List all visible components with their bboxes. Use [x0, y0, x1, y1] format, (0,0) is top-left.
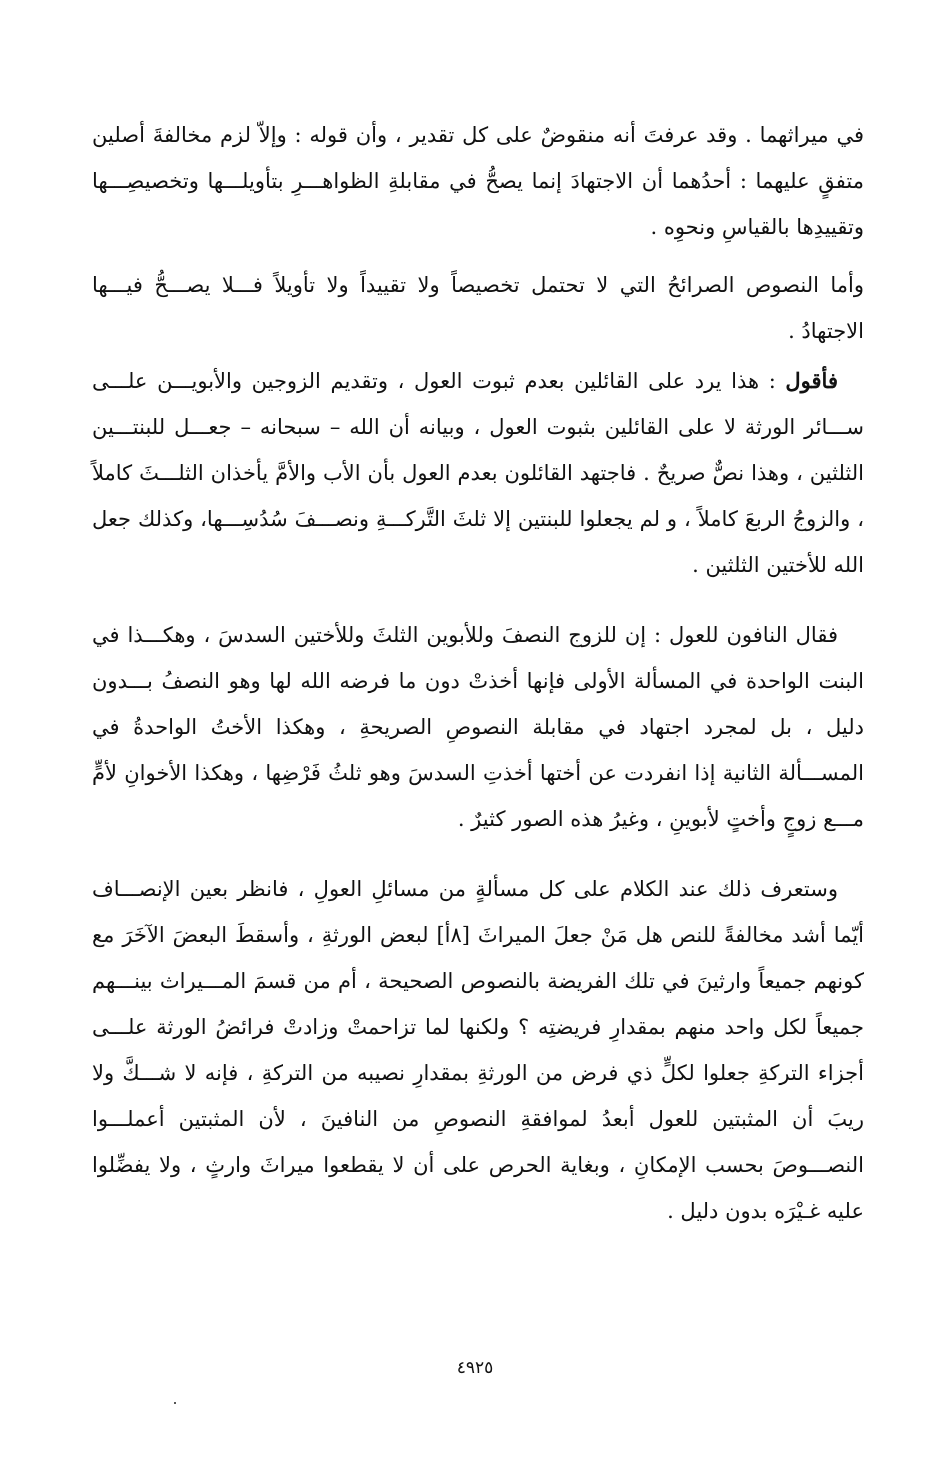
paragraph-4: [92, 612, 864, 842]
paragraph-4-text: فقال النافون للعول : إن للزوج النصفَ وللأبوين الثلثَ وللأختين السدسَ ، وهكـــذا في البنت الواحدة في المسألة الأولى فإنها أخذتْ دون ما فرضه الله لها وهو النصفُ بـــدون دليل ، بل لمجرد اجتهاد في مقابلة النصوصِ الصريحةِ ، وهكذا الأختُ الواحدةُ في المســـألة الثانية إذا انفردت عن أختها أخذتِ السدسَ وهو ثلثُ فَرْضِها ، وهكذا الأخوانِ لأمٍّ مـــع زوجٍ وأختٍ لأبوينِ ، وغيرُ هذه الصور كثيرٌ .: [92, 623, 864, 831]
page-number: ٤٩٢٥: [456, 1358, 494, 1378]
paragraph-5-text: وستعرف ذلك عند الكلام على كل مسألةٍ من مسائلِ العولِ ، فانظر بعين الإنصـــاف أيّما أشد مخالفةً للنص هل مَنْ جعلَ الميراثَ [٨أ] لبعض الورثةِ ، وأسقطَ البعضَ الآخَرَ مع كونهم جميعاً وارثينَ في تلك الفريضة بالنصوص الصحيحة ، أم من قسمَ المـــيراث بينـــهم جميعاً لكل واحد منهم بمقدارِ فريضتِه ؟ ولكنها لما تزاحمتْ وزادتْ فرائضُ الورثة علـــى أجزاء التركةِ جعلوا لكلٍّ ذي فرض من الورثةِ بمقدارِ نصيبه من التركةِ ، فإنه لا شـــكَّ ولا ريبَ أن المثبتين للعول أبعدُ لموافقةِ النصوصِ من النافينَ ، لأن المثبتين أعملـــوا النصـــوصَ بحسب الإمكانِ ، وبغاية الحرص على أن لا يقطعوا ميراثَ وارثٍ ، ولا يفضِّلوا عليه غـيْرَه بدون دليل .: [92, 877, 865, 1223]
paragraph-2: [92, 262, 864, 354]
paragraph-3: [92, 358, 864, 588]
paragraph-1-text: في ميراثهما . وقد عرفتَ أنه منقوضٌ على كل تقدير ، وأن قوله : وإلاّ لزم مخالفةَ أصلين متفقٍ عليهما : أحدُهما أن الاجتهادَ إنما يصحُّ في مقابلةِ الظواهـــرِ بتأويلـــها وتخصيصِـــها وتقييدِها بالقياسِ ونحوِه .: [92, 123, 864, 239]
paragraph-5: [92, 866, 864, 1234]
paragraph-3-lead-word: فأقول: [785, 368, 838, 393]
paragraph-3-body: : هذا يرد على القائلين بعدم ثبوت العول ، وتقديم الزوجين والأبويـــن علـــى ســـائر الورثة لا على القائلين بثبوت العول ، وبيانه أن الله – سبحانه – جعـــل للبنتـــين الثلثين ، وهذا نصٌّ صريحٌ . فاجتهد القائلون بعدم العول بأن الأب والأمَّ يأخذان الثلـــثَ كاملاً ، والزوجُ الربعَ كاملاً ، و لم يجعلوا للبنتين إلا ثلثَ التَّركـــةِ ونصـــفَ سُدُسِـــها، وكذلك جعل الله للأختين الثلثين .: [92, 369, 864, 577]
paragraph-1: [92, 112, 864, 250]
scan-speck: [174, 1402, 176, 1404]
paragraph-3-text: [92, 358, 864, 588]
paragraph-2-text: وأما النصوص الصرائحُ التي لا تحتمل تخصيصاً ولا تقييداً ولا تأويلاً فـــلا يصـــحُّ فيـــها الاجتهادُ .: [92, 273, 864, 343]
